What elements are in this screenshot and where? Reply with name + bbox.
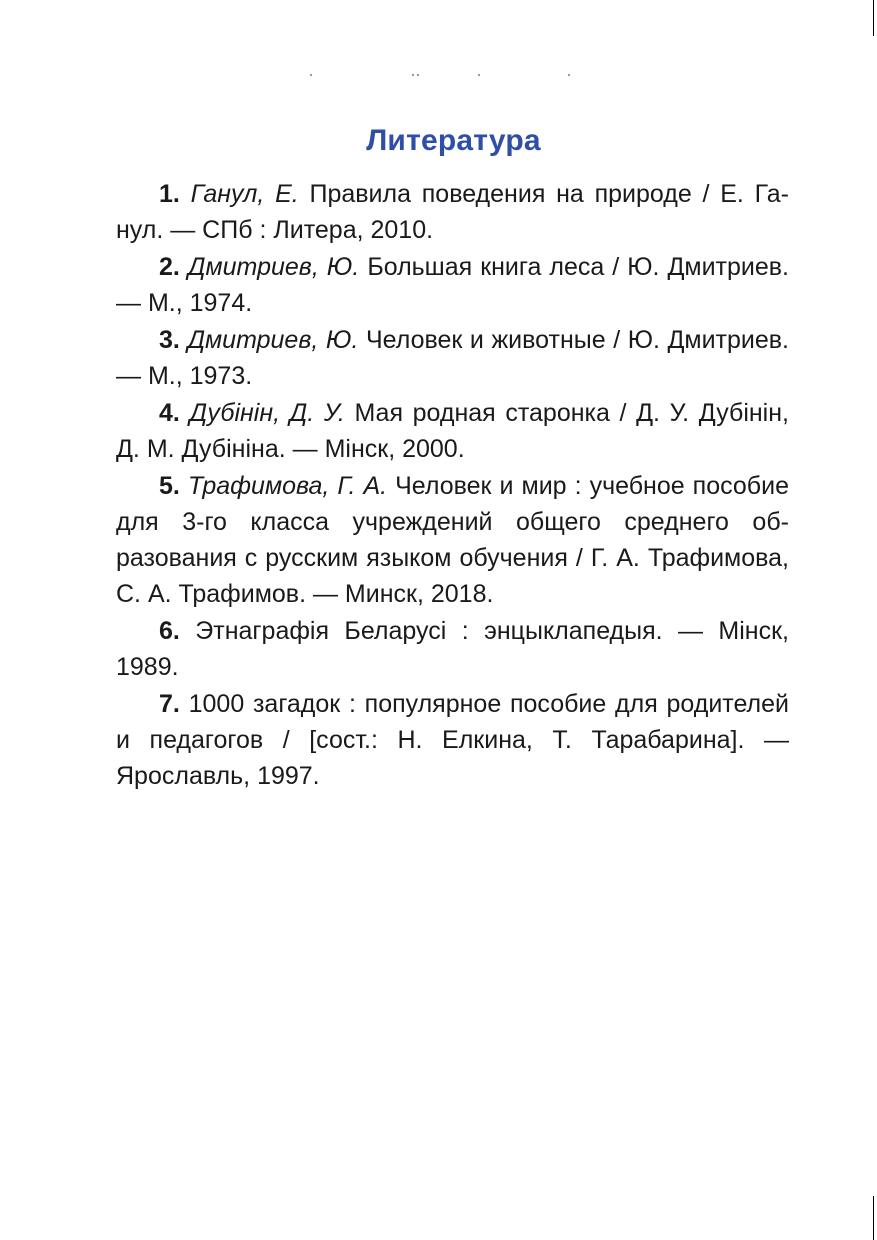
entry-number: 3. — [159, 326, 180, 354]
entry-author: Дмитриев, Ю. — [187, 253, 360, 281]
entry-text: Человек и мир : учебное пособие для 3-го класса учреждений общего среднего образования с русским языком обучения / Г. А. Трафимова, С. А. Трафимов. — Минск, 2018. — [116, 472, 789, 608]
entry-text: Человек и животные / Ю. Дмитриев. — М., 1973. — [116, 326, 790, 390]
entry-text: 1000 загадок : популярное пособие для родителей и педагогов / [сост.: Н. Елкина, Т. Тарабарина]. — Ярославль, 1997. — [116, 690, 789, 790]
bibliography-entry — [116, 249, 789, 321]
bibliography-entry — [116, 322, 789, 394]
entry-author: Ганул, Е. — [190, 180, 299, 208]
entry-number: 1. — [159, 180, 180, 208]
entry-text: Большая книга леса / Ю. Дмитриев. — М., 1974. — [116, 253, 789, 317]
entry-text: Этнаграфія Беларусі : энцыклапедыя. — Мінск, 1989. — [116, 617, 789, 681]
bibliography-entry — [116, 686, 789, 794]
entry-author: Дубінін, Д. У. — [189, 399, 345, 427]
bibliography-entry — [116, 468, 789, 612]
print-specks — [300, 74, 580, 78]
entry-number: 4. — [159, 399, 180, 427]
bibliography-entry — [116, 395, 789, 467]
entry-text: Мая родная старонка / Д. У. Дубінін, Д. М. Дубініна. — Мінск, 2000. — [116, 399, 789, 463]
entry-number: 7. — [159, 690, 180, 718]
entry-author: Дмитриев, Ю. — [187, 326, 359, 354]
bibliography-entry — [116, 613, 789, 685]
crop-mark-top — [873, 0, 874, 36]
entry-number: 2. — [159, 253, 180, 281]
entry-number: 5. — [159, 472, 180, 500]
bibliography-entry — [116, 176, 789, 248]
entry-number: 6. — [159, 617, 180, 645]
crop-mark-bottom — [873, 1196, 874, 1240]
entry-text: Правила поведения на природе / Е. Ганул. — СПб : Литера, 2010. — [116, 180, 789, 244]
entry-author: Трафимова, Г. А. — [187, 472, 388, 500]
page-title: Литература — [366, 124, 541, 158]
bibliography-list — [116, 176, 789, 795]
